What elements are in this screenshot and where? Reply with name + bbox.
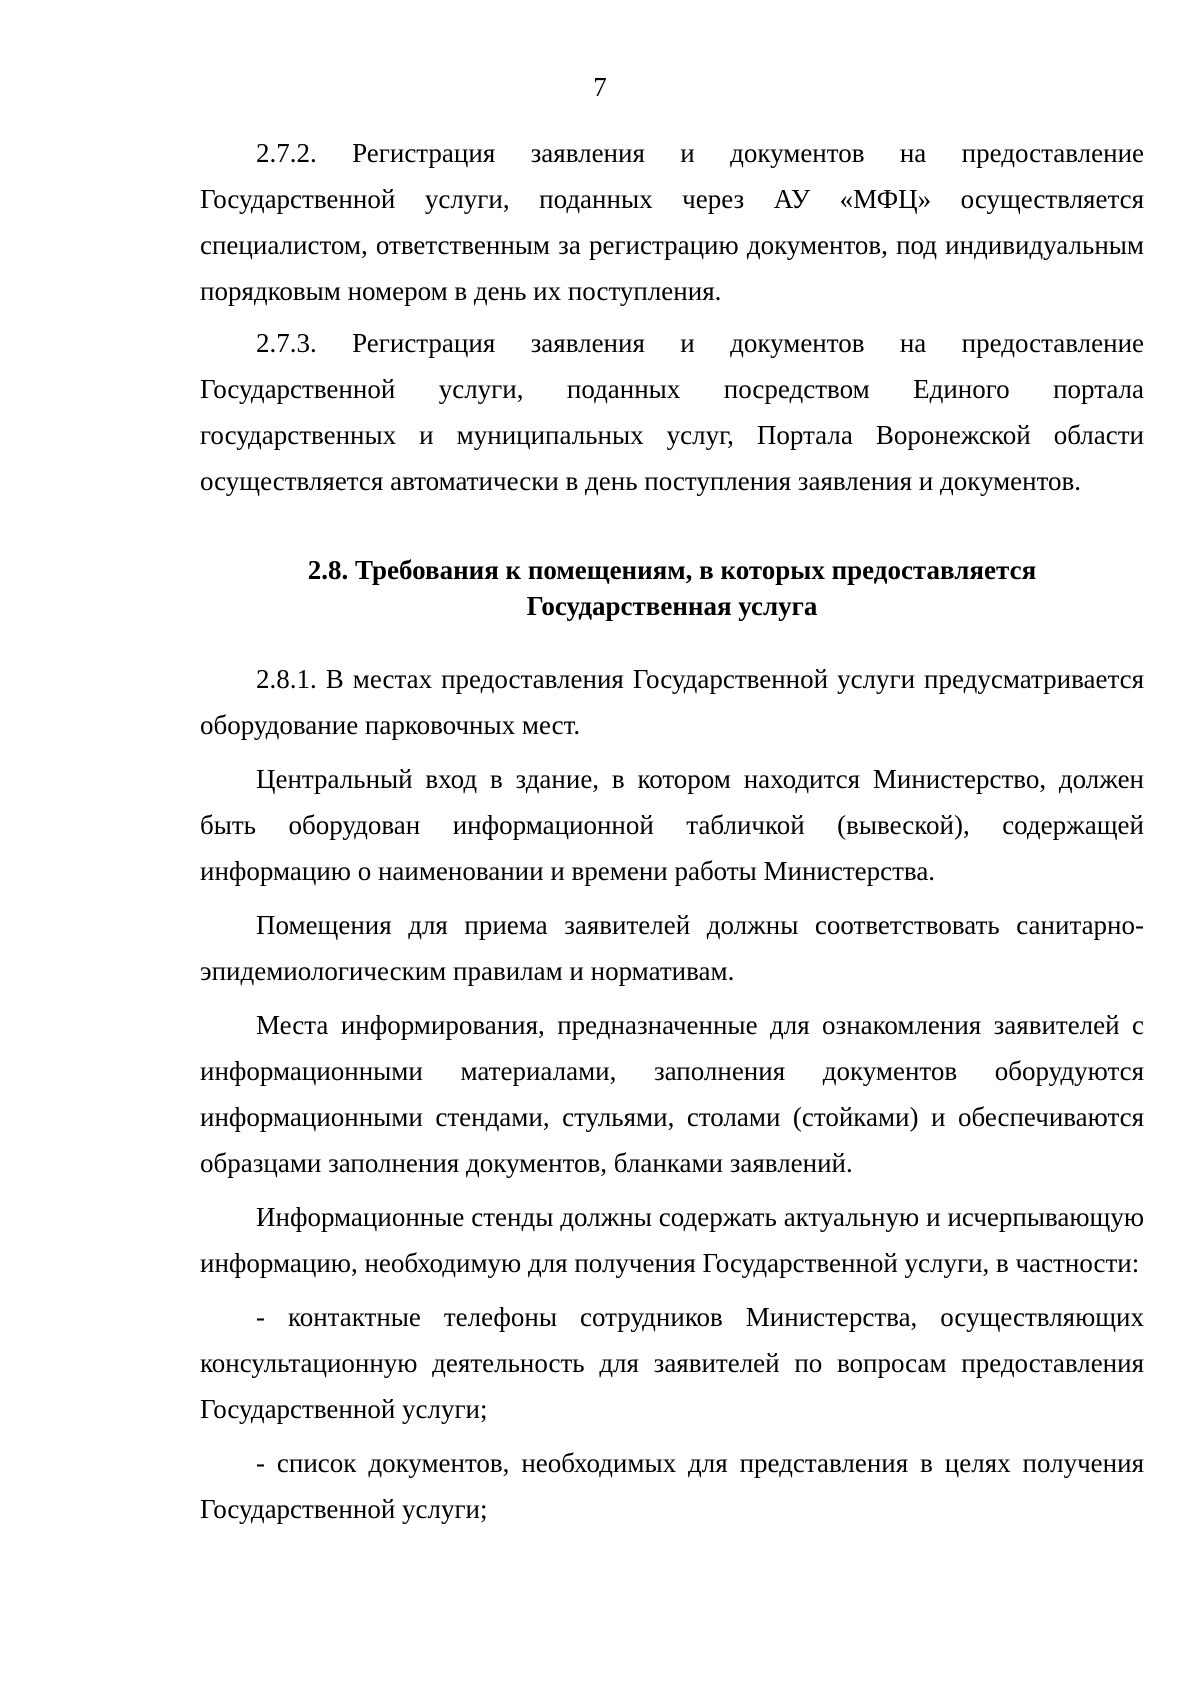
section-heading-line-2: Государственная услуга bbox=[526, 591, 818, 621]
list-item-contact-phones: - контактные телефоны сотрудников Министерства, осуществляющих консультационную деятельность для заявителей по вопросам предоставления Государственной услуги; bbox=[200, 1302, 1144, 1424]
section-heading-line-1: 2.8. Требования к помещениям, в которых предоставляется bbox=[307, 555, 1037, 585]
paragraph-premises: Помещения для приема заявителей должны соответствовать санитарно-эпидемиологическим правилам и нормативам. bbox=[200, 910, 1144, 986]
paragraph-2-7-3: 2.7.3. Регистрация заявления и документов на предоставление Государственной услуги, поданных посредством Единого портала государственных и муниципальных услуг, Портала Воронежской области осуществляется автоматически в день поступления заявления и документов. bbox=[200, 328, 1144, 496]
paragraph-2-7-2: 2.7.2. Регистрация заявления и документов на предоставление Государственной услуги, поданных через АУ «МФЦ» осуществляется специалистом, ответственным за регистрацию документов, под индивидуальным порядковым номером в день их поступления. bbox=[200, 138, 1144, 306]
paragraph-2-8-1: 2.8.1. В местах предоставления Государственной услуги предусматривается оборудование парковочных мест. bbox=[200, 664, 1144, 740]
document-body bbox=[200, 130, 1144, 1532]
paragraph-info-places: Места информирования, предназначенные для ознакомления заявителей с информационными материалами, заполнения документов оборудуются информационными стендами, стульями, столами (стойками) и обеспечиваются образцами заполнения документов, бланками заявлений. bbox=[200, 1010, 1144, 1178]
page-number: 7 bbox=[593, 72, 607, 102]
paragraph-entrance: Центральный вход в здание, в котором находится Министерство, должен быть оборудован информационной табличкой (вывеской), содержащей информацию о наименовании и времени работы Министерства. bbox=[200, 764, 1144, 886]
paragraph-info-stands: Информационные стенды должны содержать актуальную и исчерпывающую информацию, необходимую для получения Государственной услуги, в частности: bbox=[200, 1202, 1144, 1278]
list-item-documents-list: - список документов, необходимых для представления в целях получения Государственной услуги; bbox=[200, 1448, 1144, 1524]
section-heading-2-8 bbox=[200, 552, 1144, 624]
